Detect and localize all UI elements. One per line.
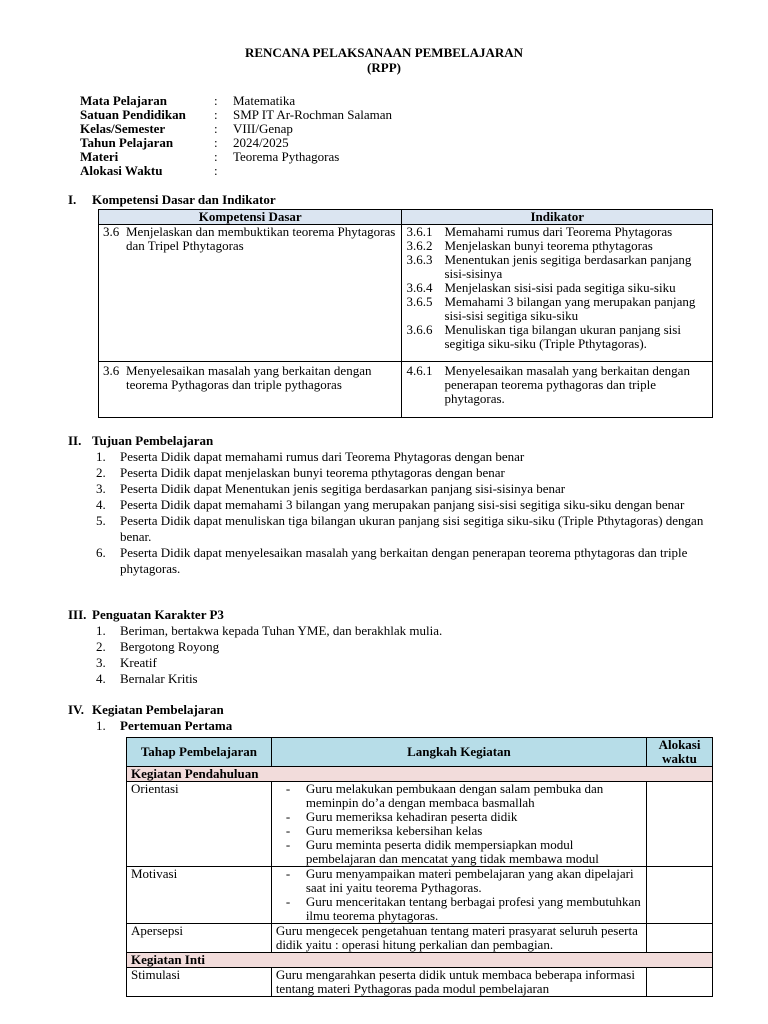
table-row: [127, 968, 713, 997]
step-dash: -: [285, 837, 291, 852]
identity-label: Materi: [80, 149, 119, 164]
header-indikator: Indikator: [402, 210, 713, 225]
table-row: [127, 924, 713, 953]
langkah-cell: Guru mengarahkan peserta didik untuk membaca beberapa informasi tentang materi Pythagoras pada modul pembelajaran: [271, 968, 646, 997]
step-dash: -: [285, 894, 291, 909]
list-text: Peserta Didik dapat menjelaskan bunyi teorema pthytagoras dengan benar: [120, 465, 505, 480]
step-item: [276, 838, 642, 866]
langkah-cell: [271, 867, 646, 924]
list-text: Peserta Didik dapat Menentukan jenis segitiga berdasarkan panjang sisi-sisinya benar: [120, 481, 566, 496]
step-item: [276, 895, 642, 923]
indicator-number: 3.6.4: [406, 280, 433, 295]
kompetensi-table: [98, 209, 713, 418]
phase-inti: Kegiatan Inti: [127, 953, 713, 968]
table-row: [99, 362, 713, 418]
meeting-title: Pertemuan Pertama: [120, 718, 233, 733]
step-dash: -: [285, 823, 291, 838]
step-text: Guru memeriksa kebersihan kelas: [305, 823, 483, 838]
list-text: Peserta Didik dapat menyelesaikan masalah yang berkaitan dengan penerapan teorema pthytagoras dan triple phytagoras.: [120, 545, 688, 576]
table-header-row: [99, 210, 713, 225]
header-langkah: Langkah Kegiatan: [271, 738, 646, 767]
indicator-text: Menjelaskan bunyi teorema pthytagoras: [444, 238, 653, 253]
list-number: 1.: [96, 623, 106, 638]
phase-pendahuluan: Kegiatan Pendahuluan: [127, 767, 713, 782]
list-item: [96, 465, 716, 481]
table-row: [99, 225, 713, 362]
identity-value: Teorema Pythagoras: [233, 149, 340, 164]
step-dash: -: [285, 781, 291, 796]
section-heading-tujuan: [68, 434, 213, 448]
identity-value: VIII/Genap: [233, 121, 293, 136]
indicator-item: [406, 225, 708, 239]
list-text: Bergotong Royong: [120, 639, 220, 654]
step-item: [276, 824, 642, 838]
tahap-cell: Stimulasi: [127, 968, 272, 997]
list-item: [96, 623, 716, 639]
meeting-number: 1.: [96, 718, 106, 733]
tahap-cell: Orientasi: [127, 782, 272, 867]
tujuan-list: [96, 449, 716, 577]
alokasi-cell: [647, 867, 713, 924]
step-dash: -: [285, 866, 291, 881]
indicator-number: 3.6.1: [406, 224, 433, 239]
document-title: RENCANA PELAKSANAAN PEMBELAJARAN: [244, 45, 524, 60]
list-item: [96, 671, 716, 687]
identity-separator: :: [214, 107, 218, 122]
indicator-cell: [402, 362, 713, 418]
list-item: [96, 449, 716, 465]
step-text: Guru memeriksa kehadiran peserta didik: [305, 809, 518, 824]
kegiatan-table: [126, 737, 713, 997]
list-item: [96, 497, 716, 513]
identity-separator: :: [214, 135, 218, 150]
step-text: Guru menyampaikan materi pembelajaran yang akan dipelajari saat ini yaitu teorema Pythagoras.: [305, 866, 634, 895]
kd-number: 3.6: [103, 224, 120, 239]
step-item: [276, 810, 642, 824]
section-heading-kompetensi: [68, 193, 276, 207]
indicator-text: Memahami rumus dari Teorema Phytagoras: [444, 224, 673, 239]
section-title: Tujuan Pembelajaran: [92, 433, 214, 448]
step-item: [276, 867, 642, 895]
alokasi-cell: [647, 968, 713, 997]
list-item: [96, 545, 716, 577]
section-title: Penguatan Karakter P3: [92, 607, 224, 622]
indicator-number: 3.6.3: [406, 252, 433, 267]
identity-label: Alokasi Waktu: [80, 163, 163, 178]
indicator-cell: [402, 225, 713, 362]
section-number: III.: [68, 607, 87, 622]
header-alokasi-line1: Alokasi: [658, 737, 701, 752]
indicator-item: [406, 239, 708, 253]
list-number: 2.: [96, 639, 106, 654]
kd-cell: [99, 225, 402, 362]
list-item: [96, 513, 716, 545]
list-number: 4.: [96, 497, 106, 512]
kd-item: [103, 364, 397, 392]
identity-separator: :: [214, 93, 218, 108]
step-text: Guru melakukan pembukaan dengan salam pembuka dan meminpin do’a dengan membaca basmallah: [305, 781, 604, 810]
list-number: 2.: [96, 465, 106, 480]
kd-text: Menyelesaikan masalah yang berkaitan dengan teorema Pythagoras dan triple pythagoras: [126, 363, 372, 392]
indicator-text: Menentukan jenis segitiga berdasarkan panjang sisi-sisinya: [444, 252, 692, 281]
list-text: Bernalar Kritis: [120, 671, 198, 686]
langkah-cell: Guru mengecek pengetahuan tentang materi prasyarat seluruh peserta didik yaitu : operasi hitung perkalian dan pembagian.: [271, 924, 646, 953]
identity-separator: :: [214, 149, 218, 164]
list-text: Peserta Didik dapat memahami 3 bilangan yang merupakan panjang sisi-sisi segitiga siku-siku dengan benar: [120, 497, 685, 512]
indicator-number: 3.6.5: [406, 294, 433, 309]
indicator-text: Menjelaskan sisi-sisi pada segitiga siku-siku: [444, 280, 676, 295]
identity-separator: :: [214, 121, 218, 136]
indicator-item: [406, 295, 708, 323]
list-number: 3.: [96, 655, 106, 670]
step-text: Guru meminta peserta didik mempersiapkan modul pembelajaran dan mencatat yang tidak membawa modul: [305, 837, 599, 866]
tahap-cell: Motivasi: [127, 867, 272, 924]
list-number: 3.: [96, 481, 106, 496]
document-subtitle: (RPP): [367, 60, 401, 75]
kd-item: [103, 225, 397, 253]
table-row: [127, 867, 713, 924]
list-text: Peserta Didik dapat menuliskan tiga bilangan ukuran panjang sisi segitiga siku-siku (Triple Pthytagoras) dengan benar.: [120, 513, 704, 544]
indicator-text: Menyelesaikan masalah yang berkaitan dengan penerapan teorema pythagoras dan triple phytagoras.: [444, 363, 690, 406]
step-dash: -: [285, 809, 291, 824]
identity-value: Matematika: [233, 93, 296, 108]
header-tahap: Tahap Pembelajaran: [127, 738, 272, 767]
header-alokasi-line2: waktu: [662, 751, 697, 766]
kd-number: 3.6: [103, 363, 120, 378]
indicator-number: 3.6.6: [406, 322, 433, 337]
indicator-number: 3.6.2: [406, 238, 433, 253]
indicator-text: Menuliskan tiga bilangan ukuran panjang sisi segitiga siku-siku (Triple Pthytagoras).: [444, 322, 681, 351]
section-number: I.: [68, 192, 77, 207]
identity-label: Kelas/Semester: [80, 121, 166, 136]
meeting-heading: [96, 719, 232, 733]
indicator-item: [406, 323, 708, 351]
list-number: 1.: [96, 449, 106, 464]
list-text: Peserta Didik dapat memahami rumus dari Teorema Phytagoras dengan benar: [120, 449, 525, 464]
list-item: [96, 639, 716, 655]
list-text: Kreatif: [120, 655, 157, 670]
identity-label: Mata Pelajaran: [80, 93, 168, 108]
tahap-cell: Apersepsi: [127, 924, 272, 953]
phase-row: [127, 953, 713, 968]
header-kompetensi-dasar: Kompetensi Dasar: [99, 210, 402, 225]
indicator-number: 4.6.1: [406, 363, 433, 378]
list-item: [96, 481, 716, 497]
section-title: Kegiatan Pembelajaran: [92, 702, 224, 717]
indicator-item: [406, 364, 708, 406]
alokasi-cell: [647, 924, 713, 953]
section-number: II.: [68, 433, 82, 448]
list-number: 6.: [96, 545, 106, 560]
section-heading-kegiatan: [68, 703, 224, 717]
section-number: IV.: [68, 702, 85, 717]
header-alokasi: [647, 738, 713, 767]
list-item: [96, 655, 716, 671]
identity-value: SMP IT Ar-Rochman Salaman: [233, 107, 392, 122]
table-header-row: [127, 738, 713, 767]
identity-label: Satuan Pendidikan: [80, 107, 186, 122]
kd-text: Menjelaskan dan membuktikan teorema Phytagoras dan Tripel Pthytagoras: [126, 224, 396, 253]
list-number: 4.: [96, 671, 106, 686]
identity-separator: :: [214, 163, 218, 178]
section-title: Kompetensi Dasar dan Indikator: [92, 192, 276, 207]
step-text: Guru menceritakan tentang berbagai profesi yang membutuhkan ilmu teorema phytagoras.: [305, 894, 641, 923]
list-text: Beriman, bertakwa kepada Tuhan YME, dan berakhlak mulia.: [120, 623, 443, 638]
karakter-list: [96, 623, 716, 687]
section-heading-karakter: [68, 608, 224, 622]
phase-row: [127, 767, 713, 782]
indicator-text: Memahami 3 bilangan yang merupakan panjang sisi-sisi segitiga siku-siku: [444, 294, 696, 323]
identity-label: Tahun Pelajaran: [80, 135, 174, 150]
indicator-item: [406, 281, 708, 295]
indicator-item: [406, 253, 708, 281]
list-number: 5.: [96, 513, 106, 528]
identity-value: 2024/2025: [233, 135, 289, 150]
langkah-cell: [271, 782, 646, 867]
table-row: [127, 782, 713, 867]
step-item: [276, 782, 642, 810]
kd-cell: [99, 362, 402, 418]
alokasi-cell: [647, 782, 713, 867]
